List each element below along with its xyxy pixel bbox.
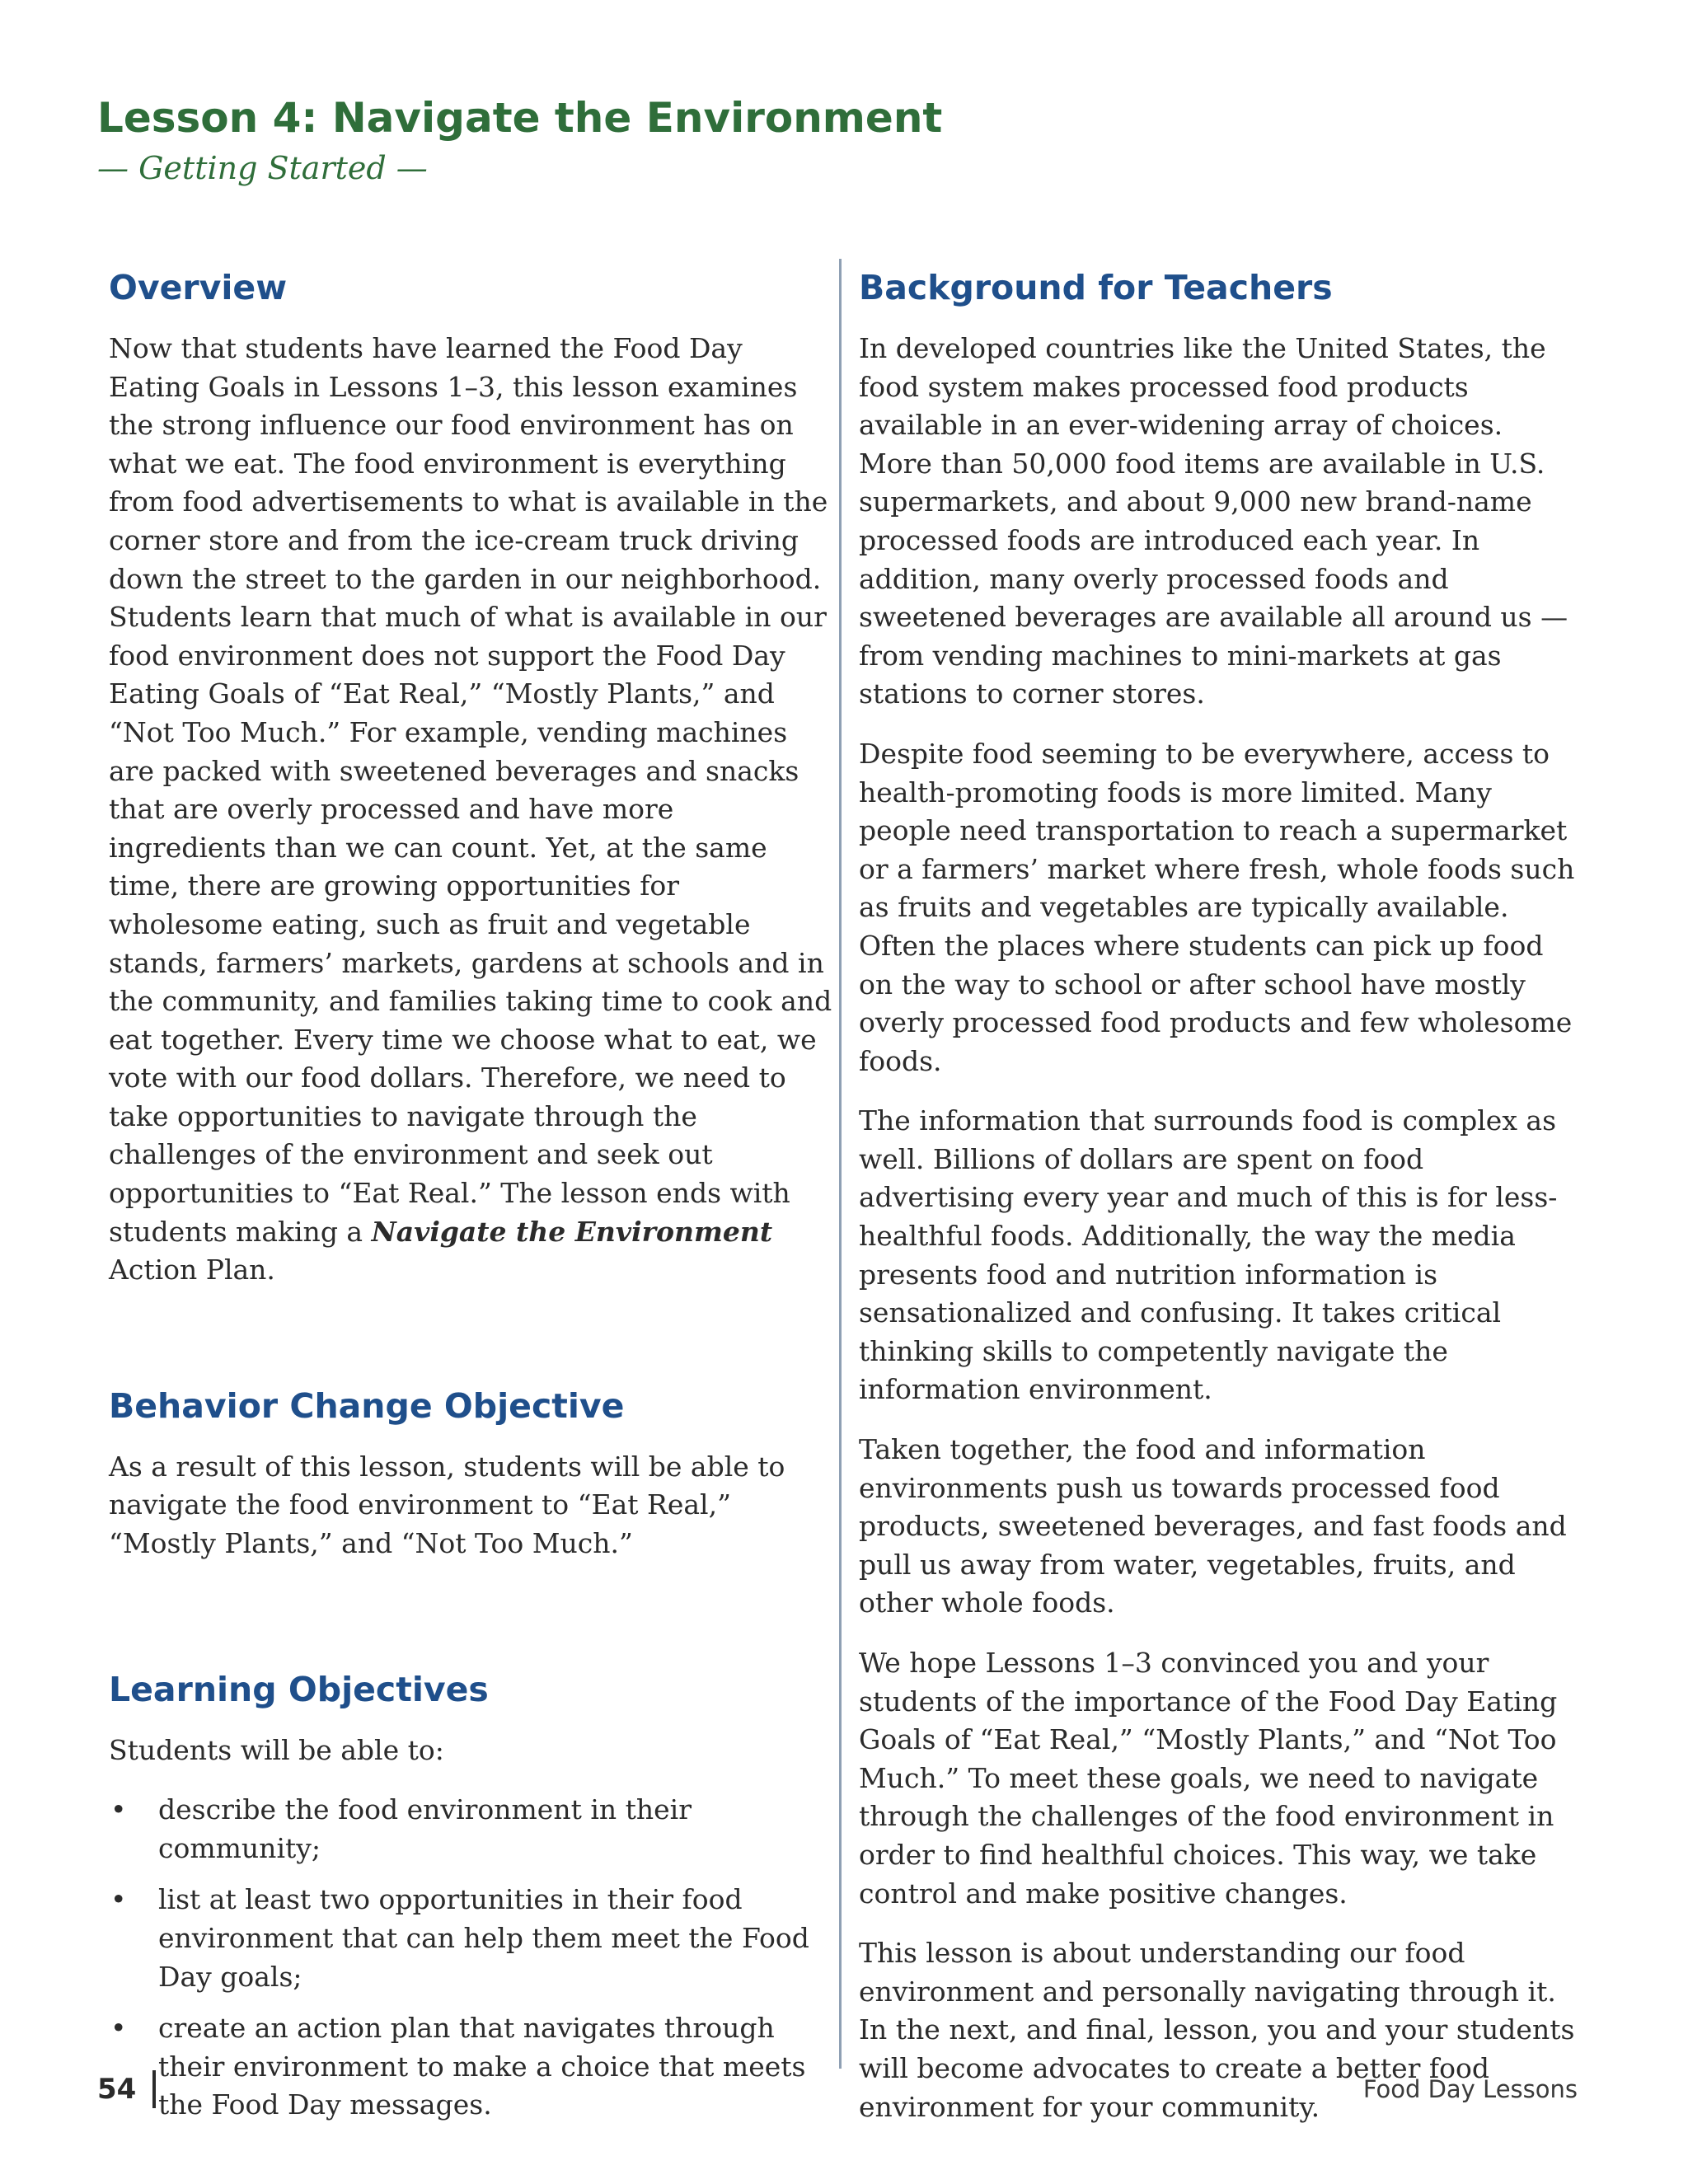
list-item — [109, 1791, 834, 1868]
page-number: 54 — [97, 2073, 137, 2106]
overview-section — [109, 262, 834, 1290]
publication-name: Food Day Lessons — [1362, 2075, 1578, 2103]
section-spacer — [109, 1311, 834, 1380]
background-paragraph: This lesson is about understanding our food environment and personally navigating through it. In the next, and final, lesson, you and your students will become advocates to create a better food environment for your community. — [859, 1937, 1575, 2123]
background-section — [859, 262, 1584, 2126]
background-heading: Background for Teachers — [859, 268, 1333, 307]
page-title: Lesson 4: Navigate the Environment — [97, 94, 943, 142]
objective-text: create an action plan that navigates through their environment to make a choice that meets the Food Day messages. — [158, 2012, 806, 2121]
objectives-list — [109, 1791, 834, 2125]
background-paragraph: Taken together, the food and information environments push us towards processed food products, sweetened beverages, and fast foods and pull us away from water, vegetables, fruits, and other whole foods. — [859, 1433, 1567, 1619]
page-subtitle: — Getting Started — — [97, 150, 428, 186]
behavior-heading: Behavior Change Objective — [109, 1385, 625, 1426]
background-paragraph: In developed countries like the United States, the food system makes processed food products available in an ever-widening array of choices. More than 50,000 food items are available in U.S. supermarkets, and about 9,000 new brand-name processed foods are introduced each year. In addition, many overly processed foods and sweetened beverages are available all around us — from vending machines to mini-markets at gas stations to corner stores. — [859, 332, 1568, 710]
overview-text-end: Action Plan. — [109, 1254, 275, 1286]
bullet-icon: • — [110, 1793, 127, 1826]
learning-intro: Students will be able to: — [109, 1733, 444, 1766]
section-spacer — [109, 1585, 834, 1664]
behavior-text: As a result of this lesson, students will be able to navigate the food environment to “Eat Real,” “Mostly Plants,” and “Not Too Much.” — [109, 1450, 785, 1560]
learning-heading: Learning Objectives — [109, 1669, 489, 1709]
overview-text-bold: Navigate the Environment — [371, 1215, 773, 1248]
objective-text: describe the food environment in their community; — [158, 1793, 692, 1864]
bullet-icon: • — [110, 2012, 127, 2045]
overview-text — [109, 330, 834, 1290]
column-divider — [839, 259, 842, 2069]
learning-section — [109, 1664, 834, 2125]
bullet-icon: • — [110, 1883, 127, 1916]
objective-text: list at least two opportunities in their food environment that can help them meet the Food Day goals; — [158, 1883, 809, 1993]
right-column — [859, 262, 1584, 2148]
list-item — [109, 2009, 834, 2125]
footer-separator — [152, 2070, 156, 2108]
overview-text-main: Now that students have learned the Food Day Eating Goals in Lessons 1–3, this lesson examines the strong influence our food environment has on what we eat. The food environment is everything from food advertisements to what is available in the corner store and from the ice-cream truck driving down the street to the garden in our neighborhood. Students learn that much of what is available in our food environment does not support the Food Day Eating Goals of “Eat Real,” “Mostly Plants,” and “Not Too Much.” For example, vending machines are packed with sweetened beverages and snacks that are overly processed and have more ingredients than we can count. Yet, at the same time, there are growing opportunities for wholesome eating, such as fruit and vegetable stands, farmers’ markets, gardens at schools and in the community, and families taking time to cook and eat together. Every time we choose what to eat, we vote with our food dollars. Therefore, we need to take opportunities to navigate through the challenges of the environment and seek out opportunities to “Eat Real.” The lesson ends with students making a — [109, 332, 832, 1248]
overview-heading: Overview — [109, 268, 288, 307]
background-paragraph: We hope Lessons 1–3 convinced you and your students of the importance of the Food Day Eating Goals of “Eat Real,” “Mostly Plants,” and “Not Too Much.” To meet these goals, we need to navigate through the challenges of the food environment in order to find healthful choices. This way, we take control and make positive changes. — [859, 1647, 1558, 1910]
left-column — [109, 262, 834, 2138]
list-item — [109, 1881, 834, 1996]
background-paragraph: The information that surrounds food is complex as well. Billions of dollars are spent on food advertising every year and much of this is for less-healthful foods. Additionally, the way the media presents food and nutrition information is sensationalized and confusing. It takes critical thinking skills to competently navigate the information environment. — [859, 1104, 1558, 1406]
background-paragraph: Despite food seeming to be everywhere, access to health-promoting foods is more limited. Many people need transportation to reach a supermarket or a farmers’ market where fresh, whole foods such as fruits and vegetables are typically available. Often the places where students can pick up food on the way to school or after school have mostly overly processed food products and few wholesome foods. — [859, 737, 1575, 1077]
behavior-section — [109, 1380, 834, 1563]
page-header — [97, 89, 942, 190]
